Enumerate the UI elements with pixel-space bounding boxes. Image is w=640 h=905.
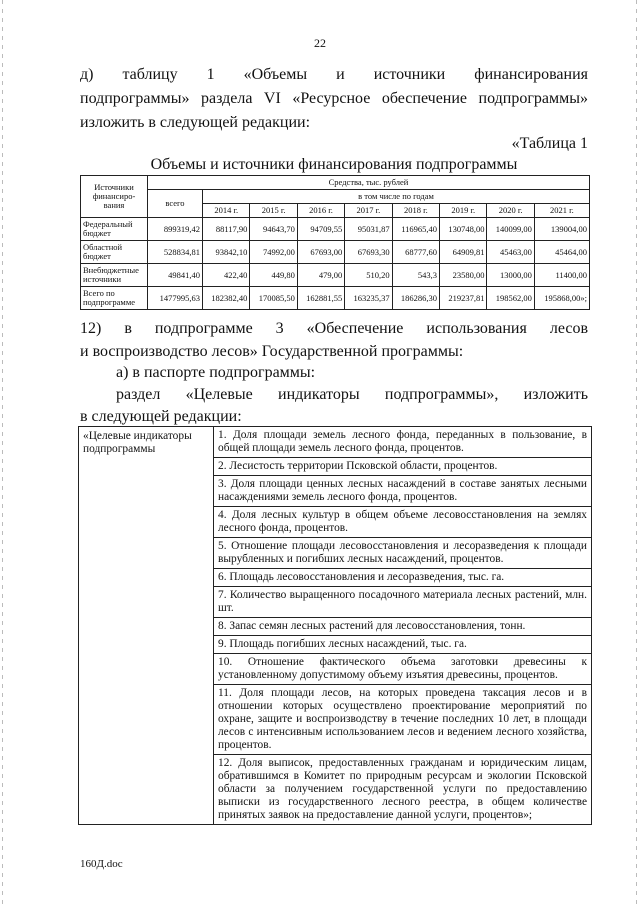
header-year: 2019 г. (440, 204, 487, 218)
indicator-item: 2. Лесистость территории Псковской области, процентов. (214, 458, 591, 476)
footer-filename: 160Д.doc (80, 858, 123, 870)
item-12-line-1: 12) в подпрограмме 3 «Обеспечение использования лесов (80, 320, 588, 337)
row-year-value: 67693,30 (345, 241, 392, 264)
row-year-value: 422,40 (203, 264, 250, 287)
indicators-list (214, 427, 592, 825)
row-year-value: 45464,00 (534, 241, 589, 264)
row-year-value: 74992,00 (250, 241, 297, 264)
row-year-value: 64909,81 (440, 241, 487, 264)
header-year: 2017 г. (345, 204, 392, 218)
indicator-item: 1. Доля площади земель лесного фонда, переданных в пользование, в общей площади земель лесного фонда, процентов. (214, 427, 591, 458)
header-year: 2016 г. (297, 204, 344, 218)
table-row (81, 287, 590, 310)
row-source: Внебюджетные источники (81, 264, 148, 287)
row-year-value: 94709,55 (297, 218, 344, 241)
row-year-value: 23580,00 (440, 264, 487, 287)
section-line-2: в следующей редакции: (80, 408, 242, 425)
table-row (81, 241, 590, 264)
row-year-value: 139004,00 (534, 218, 589, 241)
header-year: 2020 г. (487, 204, 534, 218)
row-year-value: 170085,50 (250, 287, 297, 310)
row-year-value: 543,3 (392, 264, 439, 287)
row-year-value: 13000,00 (487, 264, 534, 287)
item-12-line-2: и воспроизводство лесов» Государственной программы: (80, 343, 464, 360)
row-year-value: 45463,00 (487, 241, 534, 264)
row-year-value: 140099,00 (487, 218, 534, 241)
table-row (81, 264, 590, 287)
row-year-value: 95031,87 (345, 218, 392, 241)
indicator-item: 6. Площадь лесовосстановления и лесоразведения, тыс. га. (214, 569, 591, 587)
indicator-item: 9. Площадь погибших лесных насаждений, тыс. га. (214, 636, 591, 654)
indicator-item: 5. Отношение площади лесовосстановления и лесоразведения к площади вырубленных и погибших лесных насаждений, процентов. (214, 538, 591, 569)
row-year-value: 94643,70 (250, 218, 297, 241)
left-scan-edge (2, 0, 3, 905)
row-source: Федеральный бюджет (81, 218, 148, 241)
row-year-value: 195868,00»; (534, 287, 589, 310)
item-a: а) в паспорте подпрограммы: (116, 364, 316, 381)
page-number: 22 (314, 36, 326, 50)
indicator-item: 8. Запас семян лесных растений для лесовосстановления, тонн. (214, 618, 591, 636)
row-year-value: 186286,30 (392, 287, 439, 310)
indicators-label: «Целевые индикаторы подпрограммы (79, 427, 214, 825)
financing-table (80, 175, 590, 310)
row-year-value: 219237,81 (440, 287, 487, 310)
row-year-value: 67693,00 (297, 241, 344, 264)
indicator-item: 10. Отношение фактического объема заготовки древесины к установленному допустимому объему изъятия древесины, процентов. (214, 654, 591, 685)
row-year-value: 162881,55 (297, 287, 344, 310)
header-total: всего (148, 190, 203, 218)
header-source: Источники финансиро-вания (81, 176, 148, 218)
table1-label: «Таблица 1 (511, 135, 588, 152)
table-row (81, 218, 590, 241)
section-line-1: раздел «Целевые индикаторы подпрограммы», изложить (116, 386, 588, 403)
row-year-value: 130748,00 (440, 218, 487, 241)
row-year-value: 510,20 (345, 264, 392, 287)
row-year-value: 449,80 (250, 264, 297, 287)
row-source: Областной бюджет (81, 241, 148, 264)
indicator-item: 4. Доля лесных культур в общем объеме лесовосстановления на землях лесного фонда, процентов. (214, 507, 591, 538)
row-year-value: 68777,60 (392, 241, 439, 264)
row-total: 1477995,63 (148, 287, 203, 310)
row-total: 49841,40 (148, 264, 203, 287)
indicator-item: 7. Количество выращенного посадочного материала лесных растений, млн. шт. (214, 587, 591, 618)
row-total: 528834,81 (148, 241, 203, 264)
header-years-group: в том числе по годам (203, 190, 590, 204)
indicator-item: 12. Доля выписок, предоставленных гражданам и юридическим лицам, обратившимся в Комитет по природным ресурсам и экологии Псковской области за получением государственной услуги по предоставлению выписки из государственного лесного реестра, в общем количестве принятых заявок на предоставление данной услуги, процентов»; (218, 757, 587, 821)
intro-line-2: подпрограммы» раздела VI «Ресурсное обеспечение подпрограммы» (80, 90, 588, 107)
row-year-value: 163235,37 (345, 287, 392, 310)
row-year-value: 182382,40 (203, 287, 250, 310)
intro-line-1: д) таблицу 1 «Объемы и источники финансирования (80, 66, 588, 83)
header-year: 2021 г. (534, 204, 589, 218)
intro-line-3: изложить в следующей редакции: (80, 114, 311, 131)
row-year-value: 116965,40 (392, 218, 439, 241)
row-source: Всего по подпрограмме (81, 287, 148, 310)
row-year-value: 198562,00 (487, 287, 534, 310)
header-year: 2014 г. (203, 204, 250, 218)
indicator-item: 11. Доля площади лесов, на которых проведена таксация лесов и в отношении которых осуществлено проектирование мероприятий по охране, защите и воспроизводству в течение последних 10 лет, в площади лесов с интенсивным использованием лесов и ведением лесного хозяйства, процентов. (214, 685, 591, 755)
table1-title: Объемы и источники финансирования подпрограммы (150, 156, 518, 173)
header-funds: Средства, тыс. рублей (148, 176, 590, 190)
indicators-table (78, 426, 592, 825)
right-scan-edge (636, 0, 637, 905)
row-year-value: 88117,90 (203, 218, 250, 241)
row-year-value: 479,00 (297, 264, 344, 287)
header-year: 2018 г. (392, 204, 439, 218)
header-year: 2015 г. (250, 204, 297, 218)
row-total: 899319,42 (148, 218, 203, 241)
indicator-item: 3. Доля площади ценных лесных насаждений в составе занятых лесными насаждениями земель лесного фонда, процентов. (214, 476, 591, 507)
row-year-value: 11400,00 (534, 264, 589, 287)
row-year-value: 93842,10 (203, 241, 250, 264)
